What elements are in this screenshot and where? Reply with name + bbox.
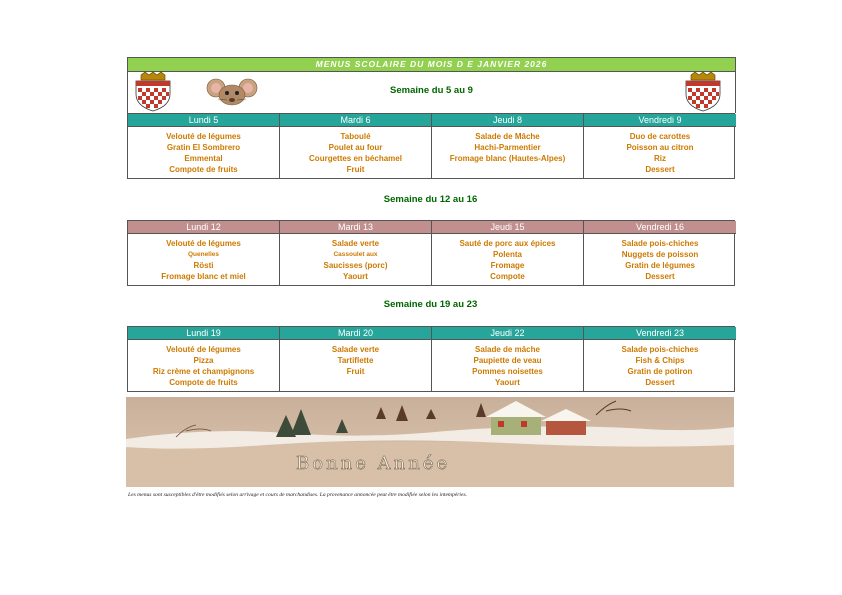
day-menu	[584, 340, 736, 391]
day-header: Mardi 13	[280, 221, 432, 234]
menu-item: Compote de fruits	[169, 378, 238, 387]
menu-item: Taboulé	[340, 132, 371, 141]
menu-item: Gratin de potiron	[627, 367, 693, 376]
menu-item: Polenta	[493, 250, 522, 259]
day-menu	[128, 234, 280, 285]
menu-item: Yaourt	[495, 378, 520, 387]
menu-item: Dessert	[645, 165, 675, 174]
menu-title: MENUS SCOLAIRE DU MOIS D E JANVIER 2026	[127, 57, 736, 72]
week-3-title: Semaine du 19 au 23	[383, 299, 478, 310]
week-2-title: Semaine du 12 au 16	[383, 194, 478, 205]
menu-item: Gratin de légumes	[625, 261, 695, 270]
menu-item: Sauté de porc aux épices	[459, 239, 556, 248]
week-2-table	[127, 220, 735, 286]
day-header: Lundi 12	[128, 221, 280, 234]
menu-item: Rösti	[193, 261, 214, 270]
menu-item: Courgettes en béchamel	[309, 154, 402, 163]
menu-item: Salade pois-chiches	[621, 239, 699, 248]
menu-item: Velouté de légumes	[166, 345, 241, 354]
menu-item: Compote de fruits	[169, 165, 238, 174]
day-header: Jeudi 15	[432, 221, 584, 234]
day-menu	[128, 340, 280, 391]
banner-greeting: Bonne Année	[296, 453, 451, 474]
day-header: Lundi 5	[128, 114, 280, 127]
menu-item: Cassoulet aux	[333, 251, 378, 258]
menu-item: Poulet au four	[328, 143, 383, 152]
menu-item: Salade de Mâche	[475, 132, 540, 141]
menu-item: Salade pois-chiches	[621, 345, 699, 354]
week-1-table	[127, 113, 735, 179]
menu-item: Paupiette de veau	[473, 356, 542, 365]
menu-item: Compote	[490, 272, 525, 281]
menu-item: Salade verte	[331, 239, 380, 248]
menu-item: Velouté de légumes	[166, 132, 241, 141]
day-menu	[432, 234, 584, 285]
menu-item: Riz	[654, 154, 666, 163]
day-menu	[280, 234, 432, 285]
day-header: Mardi 6	[280, 114, 432, 127]
menu-item: Salade de mâche	[475, 345, 540, 354]
winter-scene-image	[126, 397, 734, 487]
menu-item: Gratin El Sombrero	[166, 143, 241, 152]
menu-item: Yaourt	[343, 272, 368, 281]
menu-item: Salade verte	[331, 345, 380, 354]
menu-item: Hachi-Parmentier	[474, 143, 541, 152]
menu-item: Dessert	[645, 378, 675, 387]
day-header: Vendredi 9	[584, 114, 736, 127]
menu-item: Dessert	[645, 272, 675, 281]
day-menu	[432, 340, 584, 391]
day-menu	[280, 127, 432, 178]
new-year-banner	[126, 397, 734, 487]
menu-item: Duo de carottes	[629, 132, 691, 141]
menu-item: Velouté de légumes	[166, 239, 241, 248]
menu-item: Fromage blanc (Hautes-Alpes)	[449, 154, 566, 163]
day-menu	[432, 127, 584, 178]
crest-right-icon	[681, 72, 725, 112]
menu-item: Emmental	[184, 154, 223, 163]
menu-item: Quenelles	[187, 251, 220, 258]
menu-item: Pommes noisettes	[472, 367, 543, 376]
menu-item: Fruit	[346, 367, 365, 376]
header-box	[127, 71, 736, 113]
menu-item: Riz crème et champignons	[152, 367, 255, 376]
day-header: Vendredi 23	[584, 327, 736, 340]
menu-item: Pizza	[193, 356, 214, 365]
day-menu	[128, 127, 280, 178]
day-menu	[584, 234, 736, 285]
menu-item: Saucisses (porc)	[323, 261, 388, 270]
menu-item: Poisson au citron	[626, 143, 694, 152]
day-header: Jeudi 22	[432, 327, 584, 340]
day-menu	[584, 127, 736, 178]
menu-item: Fish & Chips	[635, 356, 685, 365]
menu-item: Nuggets de poisson	[621, 250, 699, 259]
week-1-title: Semaine du 5 au 9	[390, 85, 473, 96]
footer-note: Les menus sont susceptibles d'être modifiés selon arrivage et cours de marchandises. La provenance annoncée peut être modifiée selon les intempéries.	[128, 492, 468, 498]
menu-item: Fromage blanc et miel	[161, 272, 246, 281]
menu-item: Tartiflette	[337, 356, 374, 365]
day-header: Jeudi 8	[432, 114, 584, 127]
week-3-table	[127, 326, 735, 392]
day-header: Vendredi 16	[584, 221, 736, 234]
menu-item: Fromage	[490, 261, 525, 270]
day-header: Mardi 20	[280, 327, 432, 340]
day-header: Lundi 19	[128, 327, 280, 340]
menu-item: Fruit	[346, 165, 365, 174]
day-menu	[280, 340, 432, 391]
